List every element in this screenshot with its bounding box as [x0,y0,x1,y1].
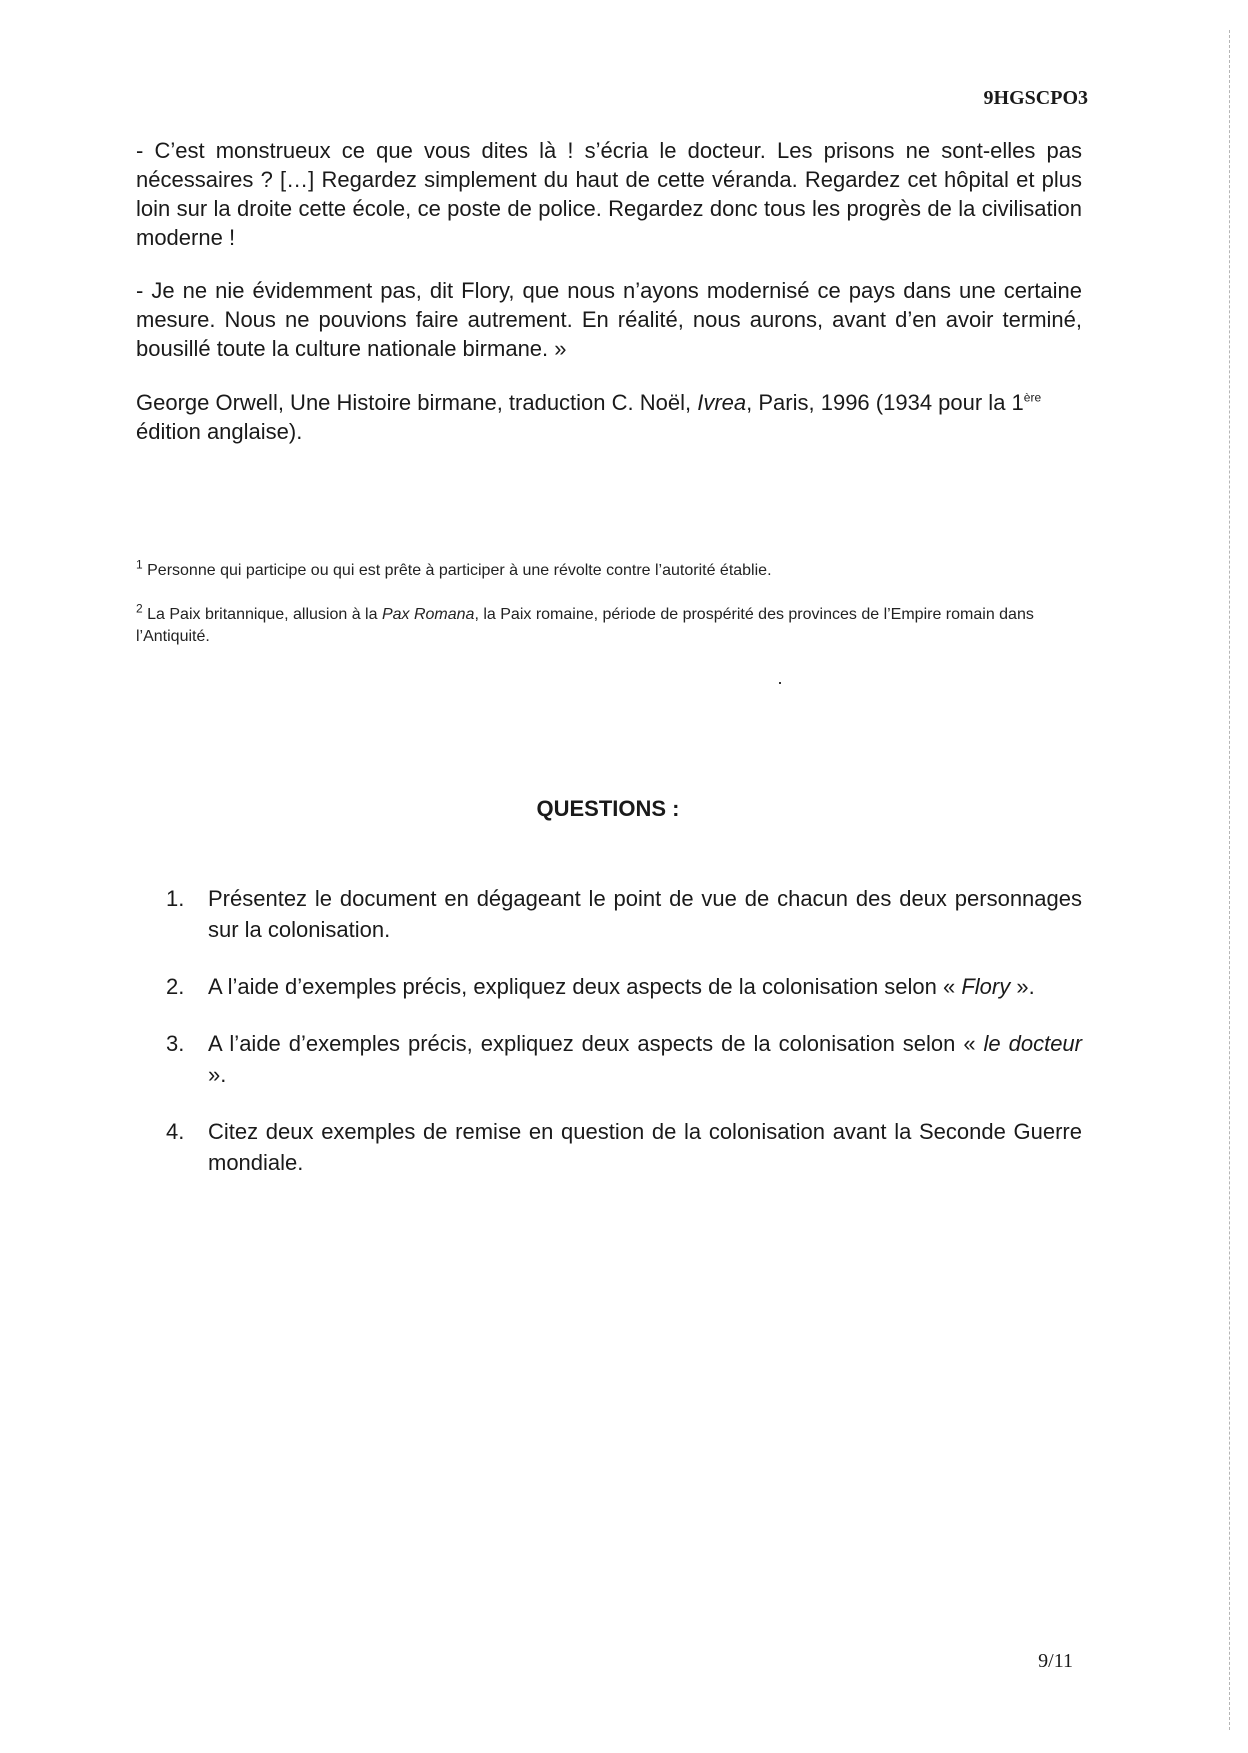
question-tail: ». [208,1062,227,1087]
exam-code: 9HGSCPO3 [983,87,1088,109]
question-text: Citez deux exemples de remise en question de la colonisation avant la Seconde Guerre mondiale. [208,1119,1082,1175]
footnote-2-italic: Pax Romana [381,606,475,623]
page-number: 9/11 [1038,1650,1073,1672]
source-superscript: ère [1023,390,1042,405]
source-publisher: Ivrea [697,390,747,415]
questions-title: QUESTIONS : [536,796,680,821]
scan-edge-line [1229,30,1230,1730]
footnote-2-post: , la Paix romaine, période de prospérité des provinces de l’Empire romain dans l’Antiquité. [136,606,1034,645]
source-citation-part2: , Paris, 1996 (1934 pour la 1 [746,390,1024,415]
question-item-1 [166,883,1082,945]
footnote-1-text: Personne qui participe ou qui est prête à participer à une révolte contre l’autorité établie. [142,562,772,579]
question-number: 2. [166,974,185,999]
footnote-1-number: 1 [136,557,143,572]
footnote-2-pre: La Paix britannique, allusion à la [142,606,382,623]
question-tail: ». [1010,974,1035,999]
question-number: 1. [166,886,185,911]
source-citation-part3: édition anglaise). [136,419,303,444]
question-text: A l’aide d’exemples précis, expliquez deux aspects de la colonisation selon « [208,974,962,999]
footnote-2 [136,601,1082,648]
question-text: A l’aide d’exemples précis, expliquez deux aspects de la colonisation selon « [208,1031,984,1056]
question-item-4 [166,1116,1082,1178]
source-citation [136,388,1082,446]
question-item-2 [166,971,1082,1002]
scan-speck [779,682,781,684]
excerpt-paragraph-flory: - Je ne nie évidemment pas, dit Flory, que nous n’ayons modernisé ce pays dans une certaine mesure. Nous ne pouvions faire autrement. En réalité, nous aurons, avant d’en avoir terminé, bousillé toute la culture nationale birmane. » [136,278,1082,361]
question-number: 3. [166,1031,185,1056]
footnote-1 [136,557,1082,582]
question-italic: le docteur [983,1031,1082,1056]
excerpt-paragraph-doctor: - C’est monstrueux ce que vous dites là ! s’écria le docteur. Les prisons ne sont-elles pas nécessaires ? […] Regardez simplement du haut de cette véranda. Regardez cet hôpital et plus loin sur la droite cette école, ce poste de police. Regardez donc tous les progrès de la civilisation moderne ! [136,138,1082,250]
source-citation-part1: George Orwell, Une Histoire birmane, traduction C. Noël, [136,390,698,415]
question-number: 4. [166,1119,185,1144]
footnote-2-number: 2 [136,601,143,616]
question-item-3 [166,1028,1082,1090]
question-text: Présentez le document en dégageant le point de vue de chacun des deux personnages sur la colonisation. [208,886,1082,942]
question-italic: Flory [961,974,1011,999]
questions-list [166,883,1082,1204]
